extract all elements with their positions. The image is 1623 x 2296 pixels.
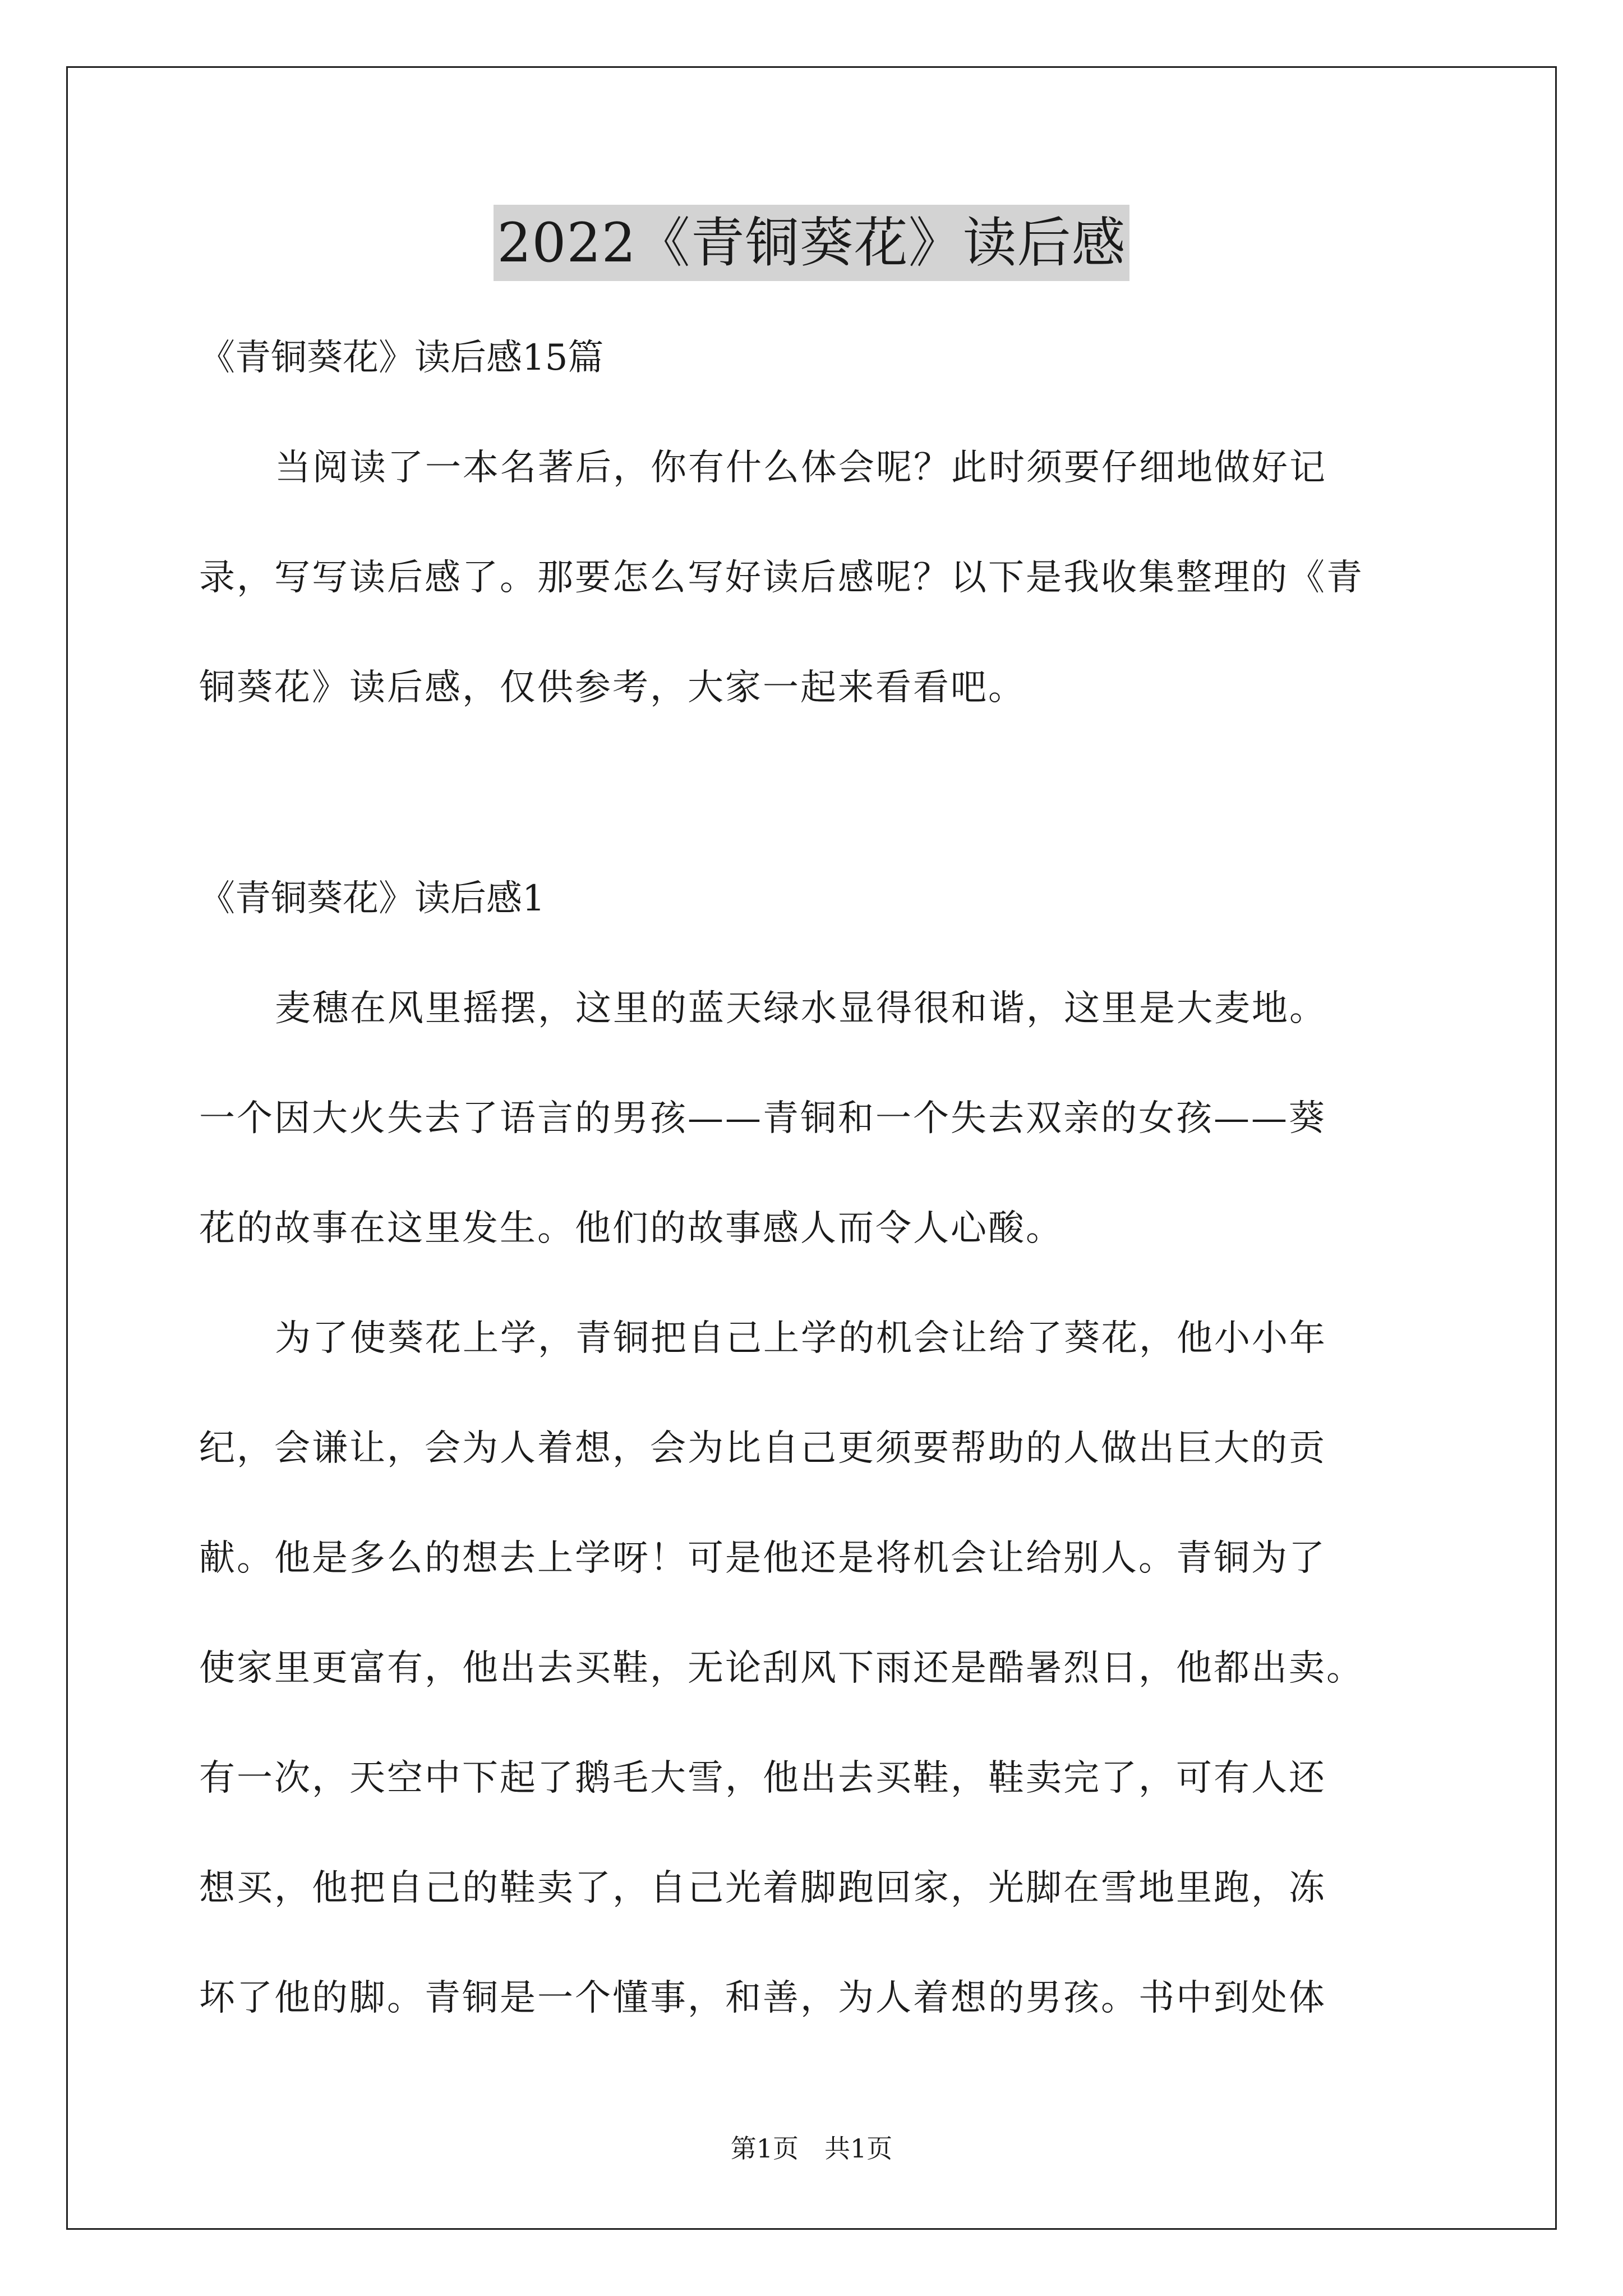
document-title: 2022《青铜葵花》读后感 [494,205,1129,281]
paragraph-line: 为了使葵花上学，青铜把自己上学的机会让给了葵花，他小小年 [275,1318,1327,1359]
intro-paragraph [199,413,1461,743]
paragraph-line: 使家里更富有，他出去买鞋，无论刮风下雨还是酷暑烈日，他都出卖。 [199,1648,1364,1689]
paragraph-line: 献。他是多么的想去上学呀！可是他还是将机会让给别人。青铜为了 [199,1538,1326,1579]
paragraph-line: 麦穗在风里摇摆，这里的蓝天绿水显得很和谐，这里是大麦地。 [275,988,1327,1029]
paragraph-line: 一个因大火失去了语言的男孩——青铜和一个失去双亲的女孩——葵 [199,1098,1326,1139]
document-body [199,303,1461,2053]
paragraph-1 [199,954,1461,1283]
paragraph-2 [199,1283,1461,2053]
page-footer: 第1页 共1页 [730,2133,893,2164]
document-subtitle: 《青铜葵花》读后感15篇 [199,337,604,379]
title-container [0,205,1623,281]
section-heading: 《青铜葵花》读后感1 [199,878,545,919]
paragraph-line: 纪，会谦让，会为人着想，会为比自己更须要帮助的人做出巨大的贡 [199,1428,1326,1469]
paragraph-line: 花的故事在这里发生。他们的故事感人而令人心酸。 [199,1208,1063,1249]
paragraph-line: 想买，他把自己的鞋卖了，自己光着脚跑回家，光脚在雪地里跑，冻 [199,1867,1326,1909]
intro-line: 铜葵花》读后感，仅供参考，大家一起来看看吧。 [199,667,1026,708]
intro-line: 当阅读了一本名著后，你有什么体会呢？此时须要仔细地做好记 [275,447,1327,489]
paragraph-line: 有一次，天空中下起了鹅毛大雪，他出去买鞋，鞋卖完了，可有人还 [199,1757,1326,1799]
intro-line: 录，写写读后感了。那要怎么写好读后感呢？以下是我收集整理的《青 [199,557,1364,599]
section-gap [199,743,1461,844]
paragraph-line: 坏了他的脚。青铜是一个懂事，和善，为人着想的男孩。书中到处体 [199,1977,1326,2019]
